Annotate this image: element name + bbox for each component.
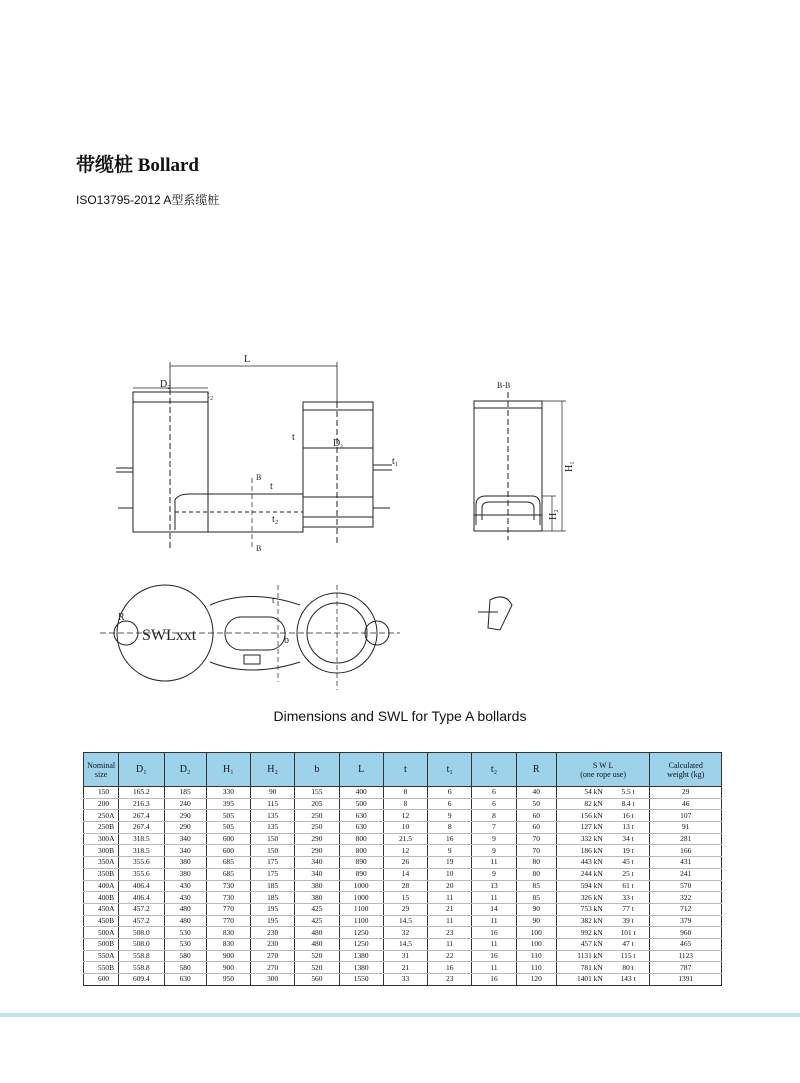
table-cell: 54 kN [556,787,606,799]
table-cell: 830 [206,938,250,950]
table-cell: 290 [164,810,206,822]
table-body [84,787,722,986]
table-cell: 450A [84,903,119,915]
table-cell: 250A [84,810,119,822]
table-cell: 781 kN [556,962,606,974]
table-cell: 609.4 [119,974,164,986]
table-cell: 9 [472,868,516,880]
table-cell: 900 [206,950,250,962]
table-cell: 508.0 [119,938,164,950]
table-cell: 143 t [607,974,650,986]
table-cell: 290 [164,822,206,834]
table-cell: 400 [339,787,383,799]
table-cell: 270 [251,962,295,974]
table-cell: 430 [164,880,206,892]
table-cell: 28 [383,880,427,892]
table-cell: 8.4 t [607,798,650,810]
dim-b-label: b [284,635,289,646]
table-cell: 500A [84,927,119,939]
table-cell: 558.8 [119,962,164,974]
table-cell: 9 [428,845,472,857]
table-cell: 770 [206,915,250,927]
table-cell: 250B [84,822,119,834]
table-row [84,822,722,834]
table-cell: 530 [164,938,206,950]
table-cell: 80 t [607,962,650,974]
table-header-row [84,753,722,787]
table-cell: 77 t [607,903,650,915]
table-cell: 21 [383,962,427,974]
table-cell: 890 [339,868,383,880]
table-cell: 712 [650,903,722,915]
table-cell: 21 [428,903,472,915]
table-cell: 960 [650,927,722,939]
table-cell: 13 [472,880,516,892]
table-cell: 570 [650,880,722,892]
table-cell: 300 [251,974,295,986]
table-cell: 600 [206,845,250,857]
table-cell: 16 [428,833,472,845]
table-cell: 91 [650,822,722,834]
table-cell: 29 [383,903,427,915]
table-row [84,962,722,974]
table-cell: 685 [206,868,250,880]
swl-header-line2: (one rope use) [580,769,627,779]
table-cell: 457.2 [119,903,164,915]
table-cell: 480 [295,927,339,939]
table-cell: 326 kN [556,892,606,904]
table-cell: 185 [251,892,295,904]
table-cell: 520 [295,962,339,974]
table-cell: 11 [472,938,516,950]
table-cell: 630 [164,974,206,986]
table-cell: 16 [472,927,516,939]
table-cell: 31 [383,950,427,962]
table-cell: 70 [516,833,556,845]
table-cell: 281 [650,833,722,845]
table-cell: 580 [164,950,206,962]
table-cell: 508.0 [119,927,164,939]
table-cell: 90 [251,787,295,799]
table-cell: 6 [472,787,516,799]
table-cell: 60 [516,810,556,822]
table-cell: 11 [428,915,472,927]
dim-t2-label: t₂ [207,390,214,401]
table-cell: 8 [383,798,427,810]
section-BB-label: B-B [497,381,511,390]
table-cell: 267.4 [119,822,164,834]
dim-t2-base-label: t₂ [272,514,279,525]
table-row [84,915,722,927]
table-cell: 19 [428,857,472,869]
table-cell: 14.5 [383,938,427,950]
table-cell: 156 kN [556,810,606,822]
col-header-h2: H₂ [251,753,295,787]
table-cell: 685 [206,857,250,869]
table-cell: 115 [251,798,295,810]
table-cell: 630 [339,822,383,834]
table-cell: 230 [251,927,295,939]
table-cell: 110 [516,950,556,962]
section-B-top: B [256,473,262,482]
table-cell: 127 kN [556,822,606,834]
table-row [84,845,722,857]
table-cell: 175 [251,868,295,880]
table-cell: 380 [164,857,206,869]
table-row [84,798,722,810]
table-cell: 9 [428,810,472,822]
table-cell: 20 [428,880,472,892]
table-cell: 14 [472,903,516,915]
dim-t-base-label: t [270,481,273,492]
table-cell: 9 [472,845,516,857]
table-cell: 90 [516,903,556,915]
table-cell: 318.5 [119,845,164,857]
table-cell: 340 [164,845,206,857]
table-cell: 16 [472,974,516,986]
table-cell: 250 [295,810,339,822]
table-cell: 900 [206,962,250,974]
table-cell: 594 kN [556,880,606,892]
col-header-h1: H₁ [206,753,250,787]
table-cell: 332 kN [556,833,606,845]
table-cell: 1550 [339,974,383,986]
table-cell: 425 [295,915,339,927]
table-cell: 19 t [607,845,650,857]
table-cell: 22 [428,950,472,962]
table-cell: 730 [206,880,250,892]
table-cell: 1131 kN [556,950,606,962]
table-cell: 800 [339,833,383,845]
table-cell: 240 [164,798,206,810]
table-cell: 80 [516,857,556,869]
table-cell: 90 [516,915,556,927]
table-cell: 135 [251,822,295,834]
table-cell: 16 [428,962,472,974]
table-cell: 195 [251,903,295,915]
table-cell: 5.5 t [607,787,650,799]
table-cell: 150 [84,787,119,799]
col-header-swl [556,753,650,787]
table-cell: 730 [206,892,250,904]
table-cell: 82 kN [556,798,606,810]
table-cell: 16 t [607,810,650,822]
page-subtitle: ISO13795-2012 A型系缆桩 [76,193,220,207]
table-cell: 1250 [339,927,383,939]
table-cell: 50 [516,798,556,810]
table-row [84,927,722,939]
table-cell: 600 [84,974,119,986]
table-cell: 6 [472,798,516,810]
table-cell: 23 [428,974,472,986]
table-cell: 1380 [339,962,383,974]
table-cell: 16 [472,950,516,962]
table-cell: 150 [251,845,295,857]
table-cell: 120 [516,974,556,986]
table-cell: 14 [383,868,427,880]
table-cell: 33 [383,974,427,986]
table-cell: 480 [295,938,339,950]
weight-header-line1: Calculated [668,760,703,770]
table-cell: 330 [206,787,250,799]
dim-t-plan-label: t [272,595,275,605]
table-cell: 340 [295,868,339,880]
table-cell: 992 kN [556,927,606,939]
table-cell: 107 [650,810,722,822]
table-row [84,810,722,822]
dim-t-label: t [292,432,295,443]
table-cell: 70 [516,845,556,857]
table-row [84,903,722,915]
table-cell: 770 [206,903,250,915]
table-cell: 11 [472,892,516,904]
table-cell: 400B [84,892,119,904]
table-cell: 1100 [339,903,383,915]
table-cell: 500B [84,938,119,950]
table-cell: 550B [84,962,119,974]
table-cell: 34 t [607,833,650,845]
table-cell: 290 [295,833,339,845]
table-cell: 890 [339,857,383,869]
table-cell: 195 [251,915,295,927]
table-cell: 500 [339,798,383,810]
table-cell: 11 [472,962,516,974]
table-cell: 300A [84,833,119,845]
footer-rule [0,1013,800,1017]
col-header-d1: D₁ [119,753,164,787]
table-cell: 110 [516,962,556,974]
table-cell: 11 [428,892,472,904]
table-cell: 135 [251,810,295,822]
table-cell: 80 [516,868,556,880]
col-header-size: Nominal size [84,753,119,787]
dim-t1-label: t₁ [392,456,399,467]
table-cell: 1100 [339,915,383,927]
table-cell: 29 [650,787,722,799]
table-cell: 457.2 [119,915,164,927]
table-row [84,950,722,962]
table-cell: 580 [164,962,206,974]
table-cell: 787 [650,962,722,974]
table-cell: 115 t [607,950,650,962]
table-cell: 8 [383,787,427,799]
table-cell: 230 [251,938,295,950]
table-cell: 400A [84,880,119,892]
table-cell: 950 [206,974,250,986]
table-cell: 430 [164,892,206,904]
table-cell: 216.3 [119,798,164,810]
table-cell: 23 [428,927,472,939]
table-cell: 150 [251,833,295,845]
table-cell: 185 [251,880,295,892]
table-cell: 12 [383,845,427,857]
dim-D2-label: D₂ [160,379,171,390]
table-cell: 1000 [339,880,383,892]
col-header-weight [650,753,722,787]
table-cell: 395 [206,798,250,810]
table-cell: 431 [650,857,722,869]
table-cell: 200 [84,798,119,810]
table-cell: 175 [251,857,295,869]
table-cell: 800 [339,845,383,857]
table-cell: 600 [206,833,250,845]
table-cell: 13 t [607,822,650,834]
col-header-d2: D₂ [164,753,206,787]
table-row [84,892,722,904]
table-cell: 550A [84,950,119,962]
table-row [84,880,722,892]
table-cell: 40 [516,787,556,799]
table-row [84,974,722,986]
table-cell: 100 [516,938,556,950]
table-cell: 630 [339,810,383,822]
table-cell: 355.6 [119,868,164,880]
table-cell: 355.6 [119,857,164,869]
table-cell: 340 [295,857,339,869]
dim-H1-label: H₁ [564,461,575,472]
table-cell: 186 kN [556,845,606,857]
col-header-r: R [516,753,556,787]
table-cell: 505 [206,822,250,834]
col-header-t1: t₁ [428,753,472,787]
table-row [84,857,722,869]
table-cell: 47 t [607,938,650,950]
table-cell: 155 [295,787,339,799]
table-cell: 267.4 [119,810,164,822]
table-row [84,833,722,845]
table-cell: 10 [428,868,472,880]
table-cell: 21.5 [383,833,427,845]
table-cell: 830 [206,927,250,939]
swl-header-line1: S W L [592,760,614,770]
table-cell: 380 [164,868,206,880]
table-cell: 12 [383,810,427,822]
table-cell: 6 [428,798,472,810]
table-cell: 166 [650,845,722,857]
table-cell: 1123 [650,950,722,962]
table-cell: 382 kN [556,915,606,927]
table-cell: 350B [84,868,119,880]
table-cell: 85 [516,880,556,892]
table-cell: 11 [472,857,516,869]
table-cell: 520 [295,950,339,962]
dim-L-label: L [244,354,251,365]
table-cell: 100 [516,927,556,939]
swl-marking: SWLxxt [142,627,197,644]
col-header-b: b [295,753,339,787]
table-cell: 39 t [607,915,650,927]
table-cell: 457 kN [556,938,606,950]
table-row [84,787,722,799]
table-cell: 406.4 [119,892,164,904]
table-cell: 46 [650,798,722,810]
table-title: Dimensions and SWL for Type A bollards [273,708,527,724]
table-cell: 443 kN [556,857,606,869]
table-cell: 1380 [339,950,383,962]
table-cell: 11 [428,938,472,950]
table-cell: 465 [650,938,722,950]
table-cell: 1250 [339,938,383,950]
table-cell: 8 [428,822,472,834]
table-cell: 425 [295,903,339,915]
bollard-spec-table [83,752,722,986]
table-cell: 1401 kN [556,974,606,986]
table-cell: 165.2 [119,787,164,799]
table-cell: 185 [164,787,206,799]
table-cell: 753 kN [556,903,606,915]
table-cell: 450B [84,915,119,927]
table-cell: 318.5 [119,833,164,845]
col-header-t: t [383,753,427,787]
table-cell: 15 [383,892,427,904]
table-cell: 45 t [607,857,650,869]
dim-D1-label: D₁ [333,438,344,449]
table-cell: 85 [516,892,556,904]
table-cell: 14.5 [383,915,427,927]
table-cell: 61 t [607,880,650,892]
table-cell: 6 [428,787,472,799]
table-cell: 350A [84,857,119,869]
table-cell: 480 [164,915,206,927]
table-cell: 270 [251,950,295,962]
table-cell: 560 [295,974,339,986]
page-title: 带缆桩 Bollard [76,155,199,176]
section-B-bottom: B [256,544,262,553]
table-cell: 60 [516,822,556,834]
table-cell: 322 [650,892,722,904]
table-cell: 380 [295,892,339,904]
table-cell: 33 t [607,892,650,904]
table-cell: 1000 [339,892,383,904]
table-row [84,868,722,880]
table-cell: 241 [650,868,722,880]
table-row [84,938,722,950]
table-cell: 300B [84,845,119,857]
col-header-t2: t₂ [472,753,516,787]
table-cell: 250 [295,822,339,834]
table-cell: 558.8 [119,950,164,962]
table-cell: 7 [472,822,516,834]
table-cell: 205 [295,798,339,810]
table-cell: 379 [650,915,722,927]
table-cell: 9 [472,833,516,845]
table-cell: 32 [383,927,427,939]
table-cell: 530 [164,927,206,939]
table-cell: 25 t [607,868,650,880]
table-cell: 101 t [607,927,650,939]
table-cell: 11 [472,915,516,927]
col-header-l: L [339,753,383,787]
table-cell: 26 [383,857,427,869]
weight-header-line2: weight (kg) [667,769,705,779]
table-cell: 480 [164,903,206,915]
table-cell: 10 [383,822,427,834]
table-cell: 1391 [650,974,722,986]
table-cell: 244 kN [556,868,606,880]
table-cell: 340 [164,833,206,845]
table-cell: 380 [295,880,339,892]
table-cell: 290 [295,845,339,857]
table-cell: 505 [206,810,250,822]
table-cell: 8 [472,810,516,822]
table-cell: 406.4 [119,880,164,892]
dim-H2-label: H₂ [548,509,559,520]
dim-R-label: R [118,612,125,623]
